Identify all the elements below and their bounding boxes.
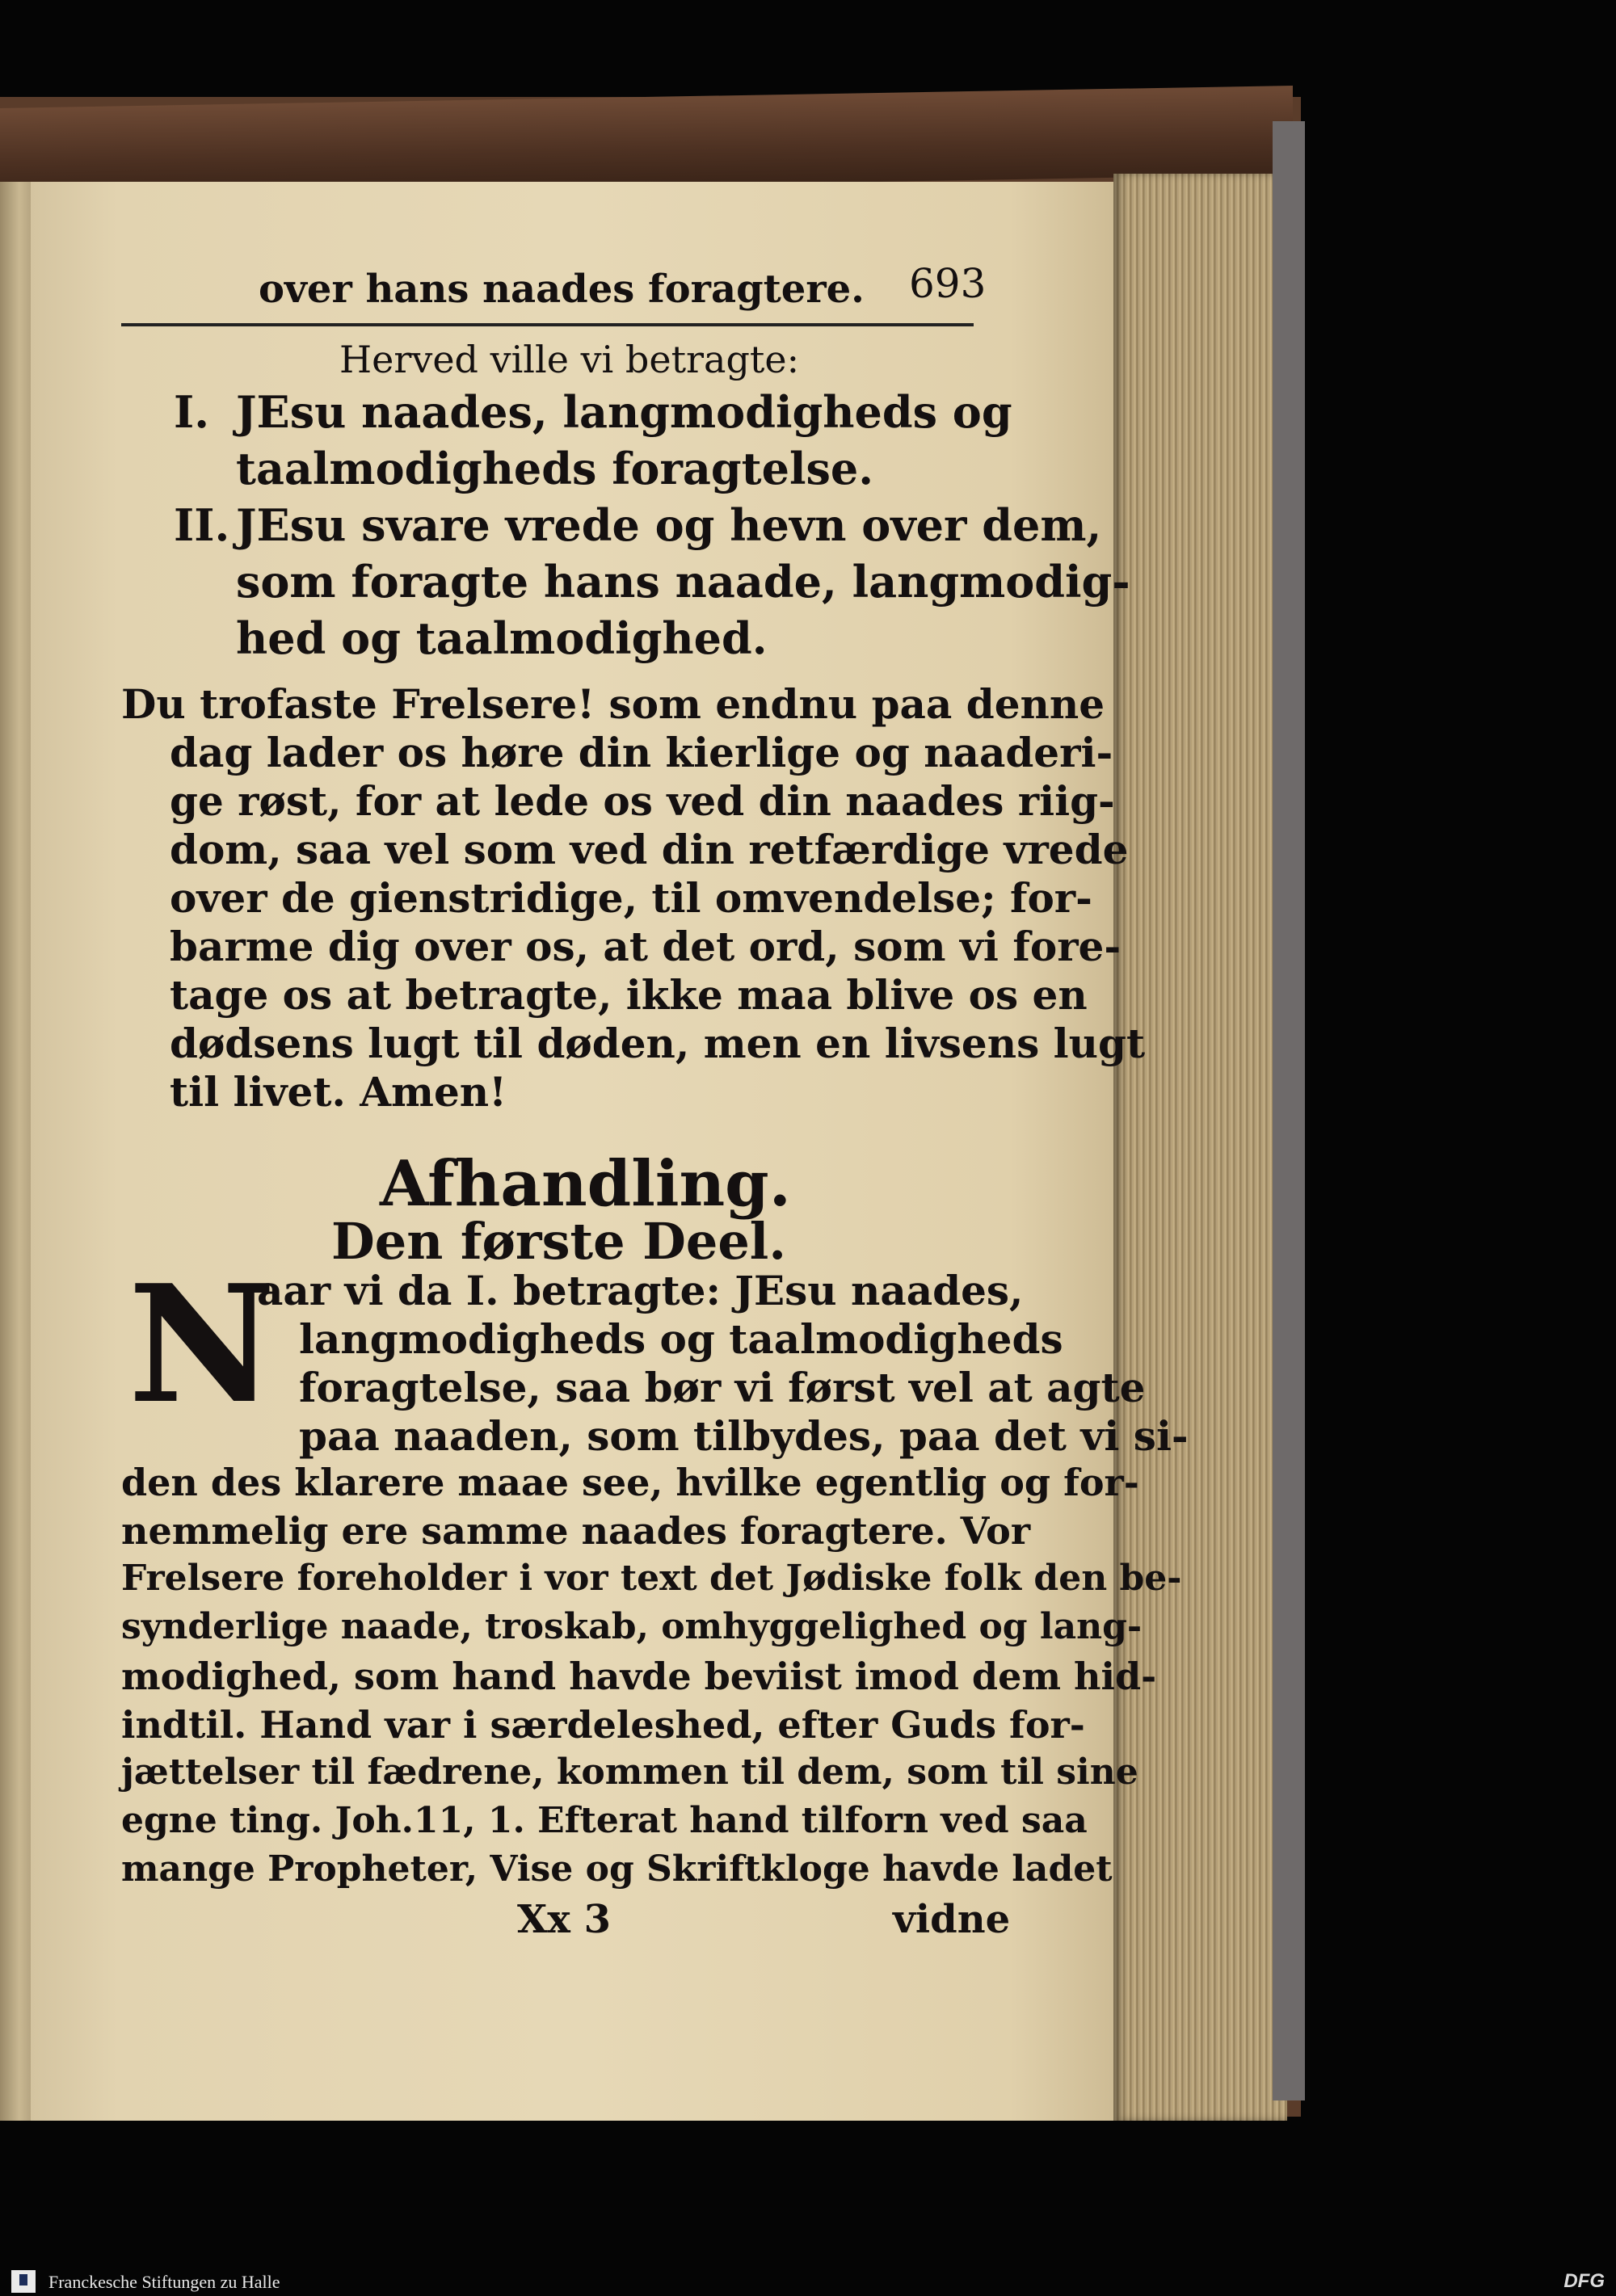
body-line: aar vi da I. betragte: JEsu naades, (257, 1267, 1024, 1314)
dfg-logo: DFG (1563, 2270, 1605, 2292)
section-subheading: Den første Deel. (331, 1212, 786, 1271)
point-text: taalmodigheds foragtelse. (236, 443, 874, 494)
decorated-initial: N (128, 1250, 276, 1440)
point-number: I. (174, 386, 210, 438)
body-line: langmodigheds og taalmodigheds (299, 1315, 1063, 1363)
catchword: vidne (893, 1897, 1011, 1942)
prayer-line: tage os at betragte, ikke maa blive os en (170, 971, 1088, 1019)
cover-board-right (1273, 121, 1305, 2100)
body-line: paa naaden, som tilbydes, paa det vi si- (299, 1412, 1189, 1460)
body-line: nemmelig ere samme naades foragtere. Vor (121, 1509, 1031, 1553)
prayer-line: dødsens lugt til døden, men en livsens lugt (170, 1020, 1146, 1067)
prayer-line: til livet. Amen! (170, 1068, 507, 1116)
signature-mark: Xx 3 (517, 1897, 611, 1942)
body-line: indtil. Hand var i særdeleshed, efter Guds for- (121, 1703, 1085, 1747)
point-text: JEsu svare vrede og hevn over dem, (236, 499, 1102, 551)
page-number: 693 (909, 260, 987, 307)
body-line: jættelser til fædrene, kommen til dem, som til sine (121, 1751, 1138, 1793)
body-line: modighed, som hand havde beviist imod dem hid- (121, 1655, 1157, 1698)
point-text: som foragte hans naade, langmodig- (236, 556, 1130, 608)
body-line: mange Propheter, Vise og Skriftkloge havde ladet (121, 1848, 1113, 1890)
body-line: egne ting. Joh.11, 1. Efterat hand tilforn ved saa (121, 1800, 1088, 1841)
prayer-line: dag lader os høre din kierlige og naaderi- (170, 729, 1113, 776)
body-line: den des klarere maae see, hvilke egentlig og for- (121, 1461, 1139, 1504)
point-text: JEsu naades, langmodigheds og (236, 386, 1012, 438)
body-line: Frelsere foreholder i vor text det Jødiske folk den be- (121, 1558, 1182, 1599)
running-head: over hans naades foragtere. (259, 267, 865, 312)
page-fore-edge (1113, 174, 1287, 2121)
prayer-line: over de gienstridige, til omvendelse; for- (170, 874, 1092, 922)
footer-bar (0, 2267, 1616, 2296)
left-page-edge (0, 182, 32, 2121)
institution-logo-icon (11, 2270, 36, 2293)
prayer-line: ge røst, for at lede os ved din naades riig- (170, 777, 1115, 825)
intro-line: Herved ville vi betragte: (339, 338, 800, 381)
prayer-line: Du trofaste Frelsere! som endnu paa denne (121, 680, 1105, 728)
prayer-line: dom, saa vel som ved din retfærdige vrede (170, 826, 1129, 873)
body-line: synderlige naade, troskab, omhyggelighed og lang- (121, 1606, 1143, 1647)
point-number: II. (174, 499, 230, 551)
header-rule (121, 323, 974, 326)
prayer-line: barme dig over os, at det ord, som vi fore- (170, 923, 1122, 970)
institution-name: Franckesche Stiftungen zu Halle (48, 2272, 280, 2292)
section-heading: Afhandling. (380, 1147, 791, 1221)
point-text: hed og taalmodighed. (236, 612, 768, 664)
body-line: foragtelse, saa bør vi først vel at agte (299, 1364, 1146, 1411)
